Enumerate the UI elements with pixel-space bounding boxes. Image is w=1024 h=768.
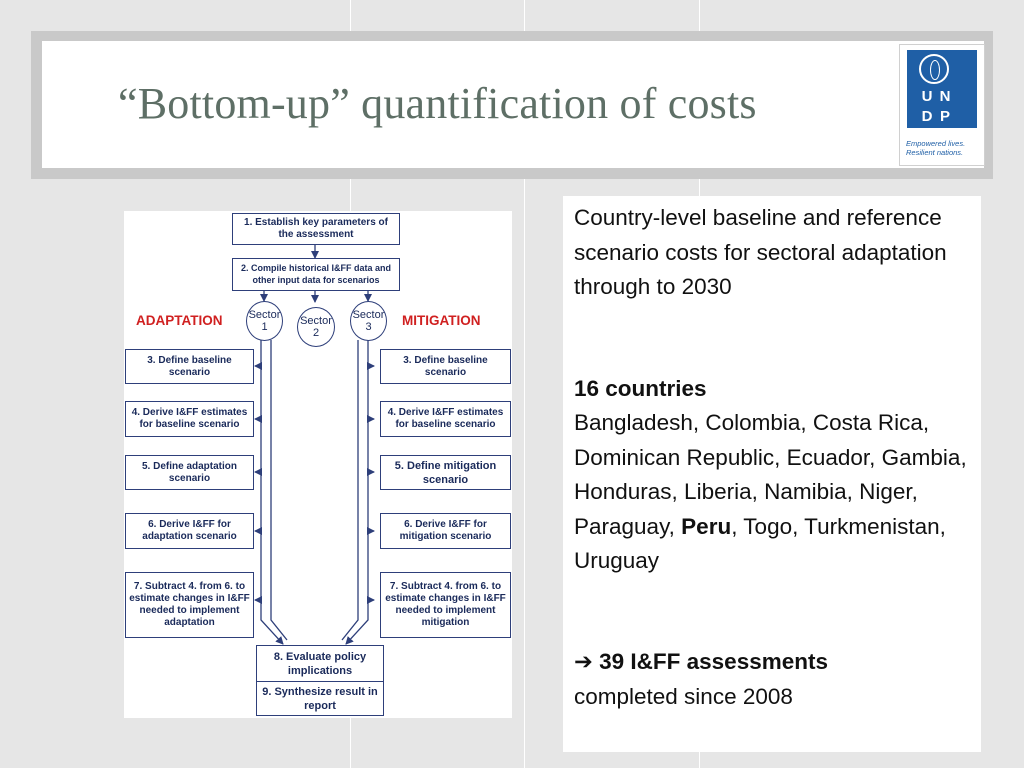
logo-letter-p: P (937, 108, 953, 126)
step-compile-data: 2. Compile historical I&FF data and other input data for scenarios (232, 258, 400, 291)
countries-list (574, 406, 974, 579)
mitigation-step-7: 7. Subtract 4. from 6. to estimate changes in I&FF needed to implement mitigation (380, 572, 511, 638)
step-establish-parameters: 1. Establish key parameters of the assessment (232, 213, 400, 245)
logo-letter-d: D (919, 108, 935, 126)
sector-2-node: Sector 2 (297, 307, 335, 347)
un-emblem-icon (919, 54, 949, 84)
countries-list-main: Bangladesh, Colombia, Costa Rica, Dominican Republic, Ecuador, Gambia, Honduras, Liberia, Namibia, Niger, Paraguay, (574, 410, 967, 539)
sector-1-node: Sector 1 (246, 301, 283, 341)
assessments-text (574, 645, 974, 714)
process-diagram (124, 211, 512, 718)
adaptation-label: ADAPTATION (136, 313, 223, 328)
step-evaluate-policy: 8. Evaluate policy implications (256, 645, 384, 682)
adaptation-step-5: 5. Define adaptation scenario (125, 455, 254, 490)
intro-text: Country-level baseline and reference scenario costs for sectoral adaptation through to 2030 (574, 205, 947, 299)
logo-tagline-line1: Empowered lives. (906, 139, 966, 148)
assessments-rest: completed since 2008 (574, 683, 793, 709)
adaptation-step-4: 4. Derive I&FF estimates for baseline scenario (125, 401, 254, 437)
countries-list-highlight: Peru (681, 513, 732, 539)
mitigation-step-3: 3. Define baseline scenario (380, 349, 511, 384)
undp-logo (899, 44, 985, 166)
logo-tagline (906, 139, 965, 157)
sector-3-node: Sector 3 (350, 301, 387, 341)
right-arrow-icon: ➔ (574, 649, 593, 674)
countries-heading: 16 countries (574, 376, 707, 401)
assessments-bold: 39 I&FF assessments (599, 649, 828, 674)
step-synthesize-report: 9. Synthesize result in report (256, 681, 384, 716)
countries-list-rest: , Togo, Turkmenistan, Uruguay (574, 513, 946, 573)
slide-title: “Bottom-up” quantification of costs (118, 79, 757, 128)
mitigation-step-6: 6. Derive I&FF for mitigation scenario (380, 513, 511, 549)
logo-tagline-line2: Resilient nations. (906, 148, 964, 157)
mitigation-step-4: 4. Derive I&FF estimates for baseline scenario (380, 401, 511, 437)
adaptation-step-6: 6. Derive I&FF for adaptation scenario (125, 513, 254, 549)
mitigation-label: MITIGATION (402, 313, 481, 328)
logo-letter-u: U (919, 88, 935, 106)
text-panel (563, 196, 981, 752)
adaptation-step-7: 7. Subtract 4. from 6. to estimate changes in I&FF needed to implement adaptation (125, 572, 254, 638)
logo-letter-n: N (937, 88, 953, 106)
adaptation-step-3: 3. Define baseline scenario (125, 349, 254, 384)
mitigation-step-5: 5. Define mitigation scenario (380, 455, 511, 490)
